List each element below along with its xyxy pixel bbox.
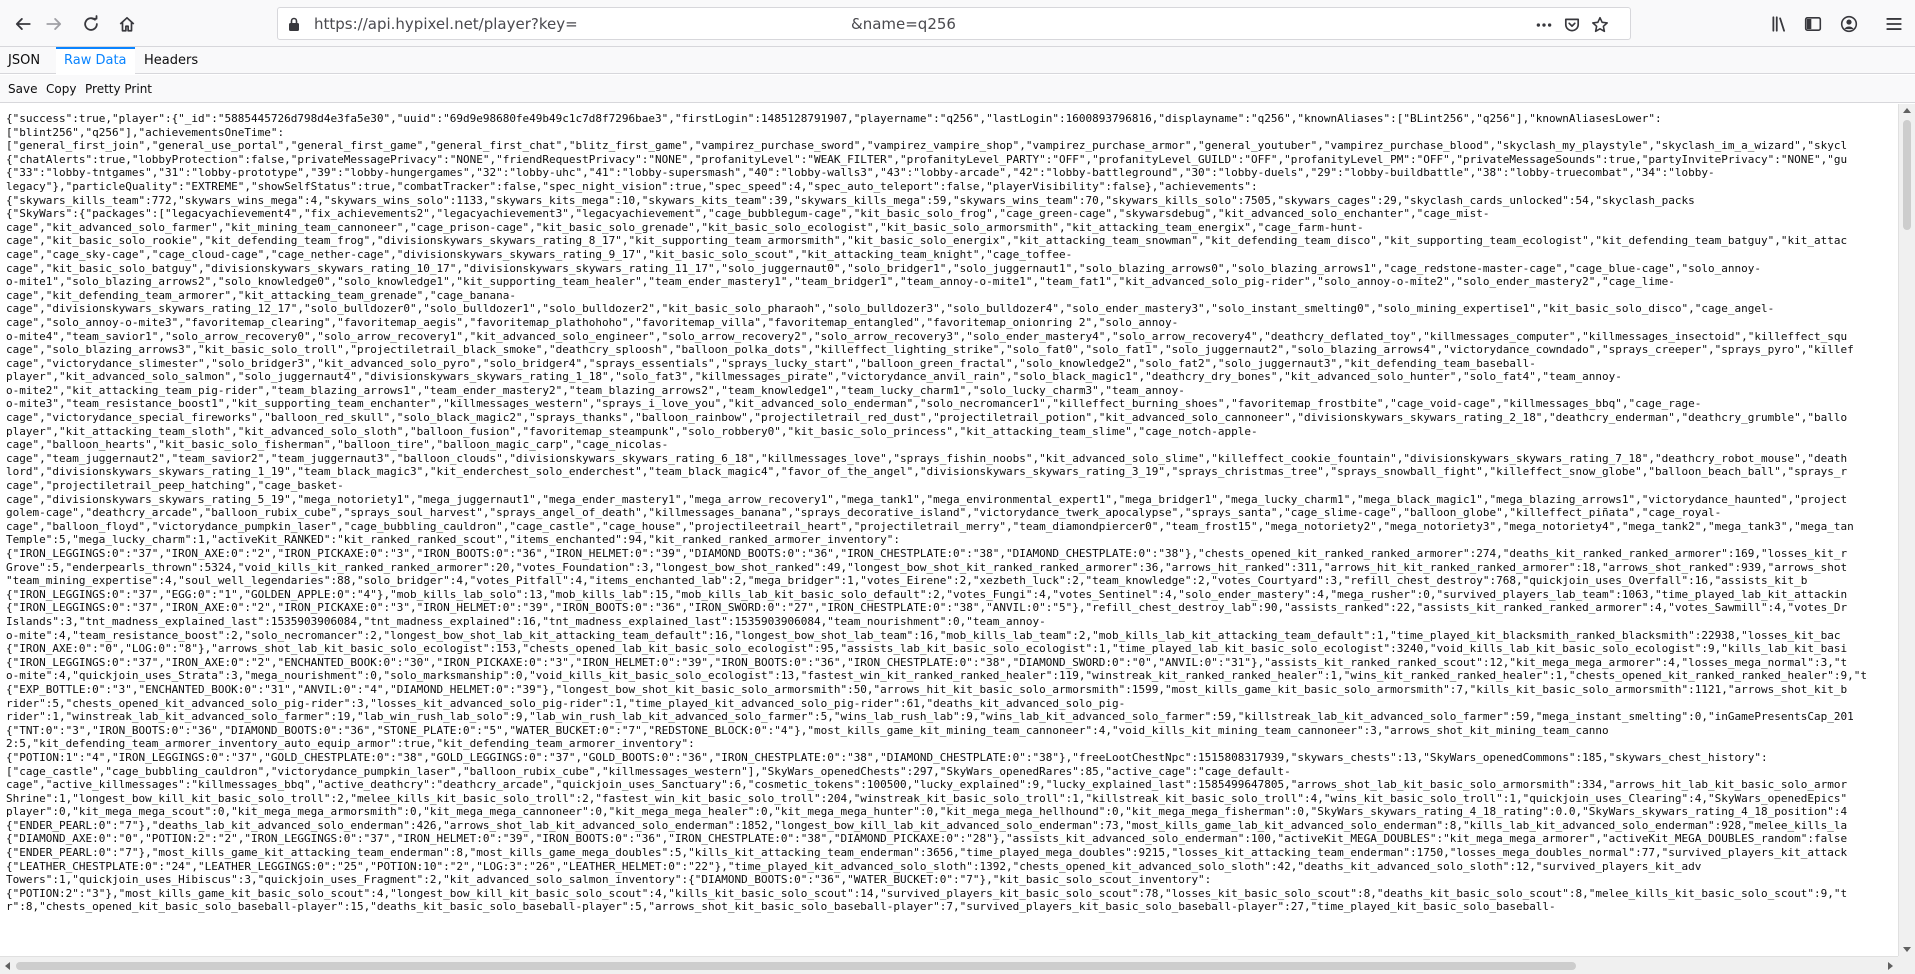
raw-line: rider":1,"winstreak_lab_kit_advanced_solo_farmer":19,"lab_win_rush_lab_solo":9,"lab_win_rush_lab_kit_advanced_solo_farmer":5,"wins_lab_rush_lab":9,"wins_lab_kit_advanced_solo_farmer":59,"killstreak_lab_kit_advanced_solo_farmer":59,"mega_instant_smelting":0,"inGamePresentsCap_201 [6, 710, 1854, 724]
library-button[interactable] [1764, 9, 1794, 39]
raw-line: 2:5,"kit_defending_team_armorer_inventory_auto_equip_armor":true,"kit_defending_team_armorer_inventory": [6, 737, 695, 751]
raw-line: {"chatAlerts":true,"lobbyProtection":false,"privateMessagePrivacy":"NONE","friendRequestPrivacy":"NONE","profanityLevel":"WEAK_FILTER","profanityLevel_PARTY":"OFF","profanityLevel_GUILD":"OFF","profanityLevel_PM":"OFF","privateMessageSounds":true,"partyInvitePrivacy":"NONE","gu [6, 152, 1848, 166]
star-icon [1591, 16, 1609, 34]
pocket-button[interactable] [1559, 12, 1585, 38]
raw-line: player":0,"kit_mega_mega_scout":0,"kit_mega_mega_armorsmith":0,"kit_mega_mega_cannoneer":0,"kit_mega_mega_healer":0,"kit_mega_mega_hunter":0,"kit_mega_mega_hellhound":0,"kit_mega_mega_fisherman":0,"SkyWars_skywars_rating_4_18_rating":0.0,"SkyWars_skywars_rating_4_18_position":4 [6, 805, 1848, 819]
raw-line: player","kit_advanced_solo_salmon","solo_juggernaut4","divisionskywars_skywars_rating_1_18","solo_fat3","killmessages_pirate","victorydance_anvil_rain","solo_black_magic1","deathcry_dry_bones","kit_advanced_solo_hunter","solo_fat4","team_annoy- [6, 370, 1622, 384]
raw-data-toolbar [0, 75, 1915, 103]
raw-line: cage","victorydance_slimester","solo_bridger3","kit_advanced_solo_pyro","solo_bridger4","sprays_essentials","sprays_lucky_start","balloon_green_fractal","solo_knowledge2","solo_fat2","solo_juggernaut3","kit_defending_team_baseball- [6, 356, 1536, 370]
raw-line: r":8,"chests_opened_kit_basic_solo_baseball-player":15,"deaths_kit_basic_solo_baseball-player":5,"arrows_shot_kit_basic_solo_baseball-player":7,"survived_players_kit_basic_solo_baseball-player":27,"time_played_kit_basic_solo_baseball- [6, 900, 1556, 914]
ellipsis-icon [1535, 16, 1553, 34]
scroll-down-arrow-icon[interactable] [1903, 947, 1911, 952]
account-icon [1840, 15, 1858, 33]
browser-toolbar [0, 0, 1915, 47]
page-actions-button[interactable] [1531, 12, 1557, 38]
raw-line: {"LEATHER_CHESTPLATE:0":"24","LEATHER_LEGGINGS:0":"25","POTION:10":"2","LOG:3":"26","LEATHER_HELMET:0":"22"},"time_played_kit_advanced_solo_sloth":1392,"chests_opened_kit_advanced_solo_sloth":42,"deaths_kit_advanced_solo_sloth":12,"survived_players_kit_adv [6, 859, 1702, 873]
raw-line: rider":5,"chests_opened_kit_advanced_solo_pig-rider":3,"losses_kit_advanced_solo_pig-rider":1,"time_played_kit_advanced_solo_pig-rider":61,"deaths_kit_advanced_solo_pig- [6, 696, 1126, 710]
raw-line: o-mite2","kit_attacking_team_pig-rider","team_blazing_arrows1","team_ender_mastery2","team_blazing_arrows2","team_knowledge1","team_lucky_charm1","solo_lucky_charm3","team_annoy- [6, 383, 1185, 397]
menu-button[interactable] [1879, 9, 1909, 39]
raw-line: {"IRON_LEGGINGS:0":"37","EGG:0":"1","GOLDEN_APPLE:0":"4"},"mob_kills_lab_solo":13,"mob_kills_lab":15,"mob_kills_lab_kit_basic_solo_default":2,"votes_Fungi":4,"votes_Sentinel":4,"solo_ender_mastery":4,"mega_rusher":0,"survived_players_lab_team":1063,"time_played_lab_kit_attackin [6, 587, 1848, 601]
raw-line: golem-cage","deathcry_arcade","balloon_rubix_cube","sprays_soul_harvest","sprays_angel_of_death","killmessages_banana","sprays_decorative_island","victorydance_twerk_apocalypse","sprays_santa","cage_slime-cage","balloon_globe","killeffect_piñata","cage_royal- [6, 506, 1722, 520]
raw-line: cage","balloon_hearts","kit_basic_solo_fisherman","balloon_tire","balloon_magic_carp","cage_nicolas- [6, 438, 669, 452]
library-icon [1770, 15, 1788, 33]
site-info-button[interactable] [282, 12, 306, 36]
home-icon [118, 15, 136, 33]
raw-line: o-mite4","team_savior1","solo_arrow_recovery0","solo_arrow_recovery1","kit_advanced_solo_engineer","solo_arrow_recovery2","solo_arrow_recovery3","solo_ender_mastery4","solo_arrow_recovery4","deathcry_deflated_toy","killmessages_computer","killmessages_insectoid","killeffect_squ [6, 329, 1848, 343]
raw-line: cage","cage_sky-cage","cage_cloud-cage","cage_nether-cage","divisionskywars_skywars_rating_9_17","kit_basic_solo_scout","kit_attacking_team_knight","cage_toffee- [6, 247, 1073, 261]
raw-line: {"EXP_BOTTLE:0":"3","ENCHANTED_BOOK:0":"31","ANVIL:0":"4","DIAMOND_HELMET:0":"39"},"longest_bow_shot_kit_basic_solo_armorsmith":50,"arrows_hit_kit_basic_solo_armorsmith":1599,"most_kills_game_kit_basic_solo_armorsmith":7,"kills_kit_basic_solo_armorsmith":1121,"arrows_shot_kit_b [6, 682, 1848, 696]
raw-line: player","kit_attacking_team_sloth","kit_advanced_solo_sloth","balloon_fusion","favoritemap_steampunk","solo_robbery0","kit_basic_solo_princess","kit_attacking_team_slime","cage_notch-apple- [6, 424, 1258, 438]
pocket-icon [1563, 16, 1581, 34]
sidebar-icon [1804, 15, 1822, 33]
url-query-text[interactable]: &name=q256 [851, 15, 956, 33]
tab-json[interactable]: JSON [8, 53, 41, 68]
raw-line: Grove":5,"enderpearls_thrown":5324,"void_kills_kit_ranked_ranked_armorer":20,"votes_Foundation":3,"longest_bow_shot_ranked":49,"longest_bow_shot_kit_ranked_ranked_armorer":36,"arrows_hit_ranked":311,"arrows_hit_kit_ranked_ranked_armorer":18,"arrows_shot_ranked":939,"arrows_shot [6, 560, 1848, 574]
pretty-print-button[interactable]: Pretty Print [85, 82, 153, 96]
raw-line: {"IRON_LEGGINGS:0":"37","IRON_AXE:0":"2","IRON_PICKAXE:0":"3","IRON_BOOTS:0":"36","IRON_HELMET:0":"39","DIAMOND_BOOTS:0":"36","IRON_CHESTPLATE:0":"38","DIAMOND_CHESTPLATE:0":"38"},"chests_opened_kit_ranked_ranked_armorer":274,"deaths_kit_ranked_ranked_armorer":169,"losses_kit_r [6, 547, 1848, 560]
save-button[interactable]: Save [8, 82, 38, 96]
tab-raw-data[interactable]: Raw Data [56, 47, 135, 74]
raw-json-text [6, 112, 1898, 914]
sidebar-button[interactable] [1798, 9, 1828, 39]
raw-line: {"DIAMOND_AXE:0":"0","POTION:2":"2","IRON_LEGGINGS:0":"37","IRON_HELMET:0":"39","IRON_BOOTS:0":"36","IRON_CHESTPLATE:0":"38","DIAMOND_PICKAXE:0":"28"},"assists_kit_advanced_solo_enderman":100,"activeKit_MEGA_DOUBLES":"kit_mega_mega_armorer","activeKit_MEGA_DOUBLES_random":false [6, 832, 1848, 846]
raw-line: cage","divisionskywars_skywars_rating_12_17","solo_bulldozer0","solo_bulldozer1","solo_bulldozer2","kit_basic_solo_pharaoh","solo_bulldozer3","solo_bulldozer4","solo_ender_mastery3","solo_instant_smelting0","solo_mining_expertise1","kit_basic_solo_disco","cage_angel- [6, 302, 1775, 316]
raw-data-panel[interactable] [0, 104, 1898, 956]
raw-line: {"SkyWars":{"packages":["legacyachievement4","fix_achievements2","legacyachievement3","legacyachievement","cage_bubblegum-cage","kit_basic_solo_frog","cage_green-cage","skywarsdebug","kit_advanced_solo_enchanter","cage_mist- [6, 207, 1490, 221]
raw-line: cage","projectiletrail_peep_hatching","cage_basket- [6, 479, 344, 493]
raw-line: Islands":3,"tnt_madness_explained_last":1535903906084,"tnt_madness_explained":16,"tnt_madness_explained_last":1535903906084,"team_nourishment":0,"team_annoy- [6, 614, 1046, 628]
horizontal-scrollbar[interactable] [0, 956, 1898, 974]
reload-button[interactable] [76, 9, 106, 39]
scroll-up-arrow-icon[interactable] [1903, 108, 1911, 113]
raw-line: {"ENDER_PEARL:0":"7"},"deaths_lab_kit_advanced_solo_enderman":426,"arrows_shot_lab_kit_advanced_solo_enderman":1852,"longest_bow_kill_lab_kit_advanced_solo_enderman":73,"most_kills_game_lab_kit_advanced_solo_enderman":8,"kills_lab_kit_advanced_solo_enderman":928,"melee_kills_la [6, 818, 1848, 832]
raw-line: {"ENDER_PEARL:0":"7"},"most_kills_game_kit_attacking_team_enderman":8,"most_kills_game_mega_doubles":5,"kills_kit_attacking_team_enderman":3656,"time_played_mega_doubles":9215,"losses_kit_attacking_team_enderman":1750,"losses_mega_doubles_normal":77,"survived_players_kit_attack [6, 846, 1848, 860]
raw-line: {"33":"lobby-tntgames","31":"lobby-prototype","39":"lobby-hungergames","32":"lobby-uhc","41":"lobby-supersmash","40":"lobby-walls3","43":"lobby-arcade","42":"lobby-battleground","30":"lobby-duels","29":"lobby-buildbattle","38":"lobby-truecombat","34":"lobby- [6, 166, 1715, 180]
home-button[interactable] [112, 9, 142, 39]
raw-line: o-mite":4,"team_resistance_boost":2,"solo_necromancer":2,"longest_bow_shot_lab_kit_attacking_team_default":16,"longest_bow_shot_lab_team":16,"mob_kills_lab_team":2,"mob_kills_lab_kit_attacking_team_default":1,"time_played_kit_blacksmith_ranked_blacksmith":22938,"losses_kit_bac [6, 628, 1841, 642]
scroll-right-arrow-icon[interactable] [1888, 962, 1893, 970]
raw-line: ["cage_castle","cage_bubbling_cauldron","victorydance_pumpkin_laser","balloon_rubix_cube","killmessages_western"],"SkyWars_openedChests":297,"SkyWars_openedRares":85,"active_cage":"cage_default- [6, 764, 1291, 778]
raw-line: "team_mining_expertise":4,"soul_well_legendaries":88,"solo_bridger":4,"votes_Pitfall":4,"items_enchanted_lab":2,"mega_bridger":1,"votes_Eirene":2,"xezbeth_luck":2,"team_knowledge":2,"votes_Courtyard":3,"refill_chest_destroy":768,"quickjoin_uses_Overfall":16,"assists_kit_b [6, 574, 1808, 588]
raw-line: {"TNT:0":"3","IRON_BOOTS:0":"36","DIAMOND_BOOTS:0":"36","STONE_PLATE:0":"5","WATER_BUCKET:0":"7","REDSTONE_BLOCK:0":"4"},"most_kills_game_kit_mining_team_cannoneer":4,"void_kills_kit_mining_team_cannoneer":3,"arrows_shot_kit_mining_team_canno [6, 723, 1609, 737]
raw-line: cage","solo_annoy-o-mite3","favoritemap_clearing","favoritemap_aegis","favoritemap_plathohoho","favoritemap_villa","favoritemap_entangled","favoritemap_onionring 2","solo_annoy- [6, 315, 1179, 329]
raw-line: cage","solo_blazing_arrows3","kit_basic_solo_troll","projectiletrail_black_smoke","deathcry_sploosh","balloon_polka_dots","killeffect_lighting_strike","solo_fat0","solo_fat1","solo_juggernaut2","solo_blazing_arrows4","victorydance_cowndado","sprays_creeper","sprays_pyro","killef [6, 343, 1854, 357]
forward-button[interactable] [39, 9, 69, 39]
horizontal-scroll-thumb[interactable] [16, 962, 1576, 970]
raw-line: o-mite1","solo_blazing_arrows2","solo_knowledge0","solo_knowledge1","kit_supporting_team_healer","team_ender_mastery1","team_bridger1","team_annoy-o-mite1","team_fat1","kit_advanced_solo_pig-rider","solo_annoy-o-mite2","solo_ender_mastery2","cage_lime- [6, 275, 1675, 289]
account-button[interactable] [1834, 9, 1864, 39]
raw-line: {"IRON_AXE:0":"0","LOG:0":"8"},"arrows_shot_lab_kit_basic_solo_ecologist":153,"chests_opened_lab_kit_basic_solo_ecologist":95,"assists_lab_kit_basic_solo_ecologist":1,"time_played_lab_kit_basic_solo_ecologist":3240,"void_kills_lab_kit_basic_solo_ecologist":9,"kills_lab_kit_basi [6, 642, 1848, 656]
reload-icon [82, 15, 100, 33]
bookmark-button[interactable] [1587, 12, 1613, 38]
forward-arrow-icon [45, 15, 63, 33]
back-arrow-icon [14, 15, 32, 33]
vertical-scrollbar[interactable] [1898, 104, 1915, 956]
raw-line: cage","balloon_floyd","victorydance_pumpkin_laser","cage_bubbling_cauldron","cage_castle","cage_house","projectileetrail_heart","projectiletrail_merry","team_diamondpiercer0","team_frost15","mega_notoriety2","mega_notoriety3","mega_notoriety4","mega_tank2","mega_tank3","mega_tan [6, 519, 1854, 533]
scroll-left-arrow-icon[interactable] [5, 962, 10, 970]
raw-line: legacy"},"particleQuality":"EXTREME","showSelfStatus":true,"combatTracker":false,"spec_night_vision":true,"spec_speed":4,"spec_auto_teleport":false,"playerVisibility":false},"achievements": [6, 179, 1258, 193]
raw-line: cage","team_juggernaut2","team_savior2","team_juggernaut3","balloon_clouds","divisionskywars_skywars_rating_6_18","killmessages_love","sprays_fishin_noobs","kit_advanced_solo_slime","killeffect_cookie_fountain","divisionskywars_skywars_rating_7_18","deathcry_robot_mouse","death [6, 451, 1848, 465]
raw-line: Temple":5,"mega_lucky_charm":1,"activeKit_RANKED":"kit_ranked_ranked_scout","items_enchanted":94,"kit_ranked_ranked_armorer_inventory": [6, 533, 901, 547]
copy-button[interactable]: Copy [46, 82, 77, 96]
raw-line: cage","kit_basic_solo_batguy","divisionskywars_skywars_rating_10_17","divisionskywars_skywars_rating_11_17","solo_juggernaut0","solo_bridger1","solo_juggernaut1","solo_blazing_arrows0","solo_blazing_arrows1","cage_redstone-master-cage","cage_blue-cage","solo_annoy- [6, 261, 1761, 275]
vertical-scroll-thumb[interactable] [1903, 120, 1911, 230]
raw-line: cage","kit_advanced_solo_farmer","kit_mining_team_cannoneer","cage_prison-cage","kit_basic_solo_grenade","kit_basic_solo_ecologist","kit_basic_solo_armorsmith","kit_attacking_team_energix","cage_farm-hunt- [6, 220, 1364, 234]
raw-line: cage","kit_defending_team_armorer","kit_attacking_team_grenade","cage_banana- [6, 288, 516, 302]
raw-line: cage","active_killmessages":"killmessages_bbq","active_deathcry":"deathcry_arcade","quickjoin_uses_Sanctuary":6,"cosmetic_tokens":100500,"lucky_explained":9,"lucky_explained_last":1585499647805,"arrows_shot_lab_kit_basic_solo_armorsmith":334,"arrows_hit_lab_kit_basic_solo_armor [6, 778, 1848, 792]
raw-line: {"POTION:1":"4","IRON_LEGGINGS:0":"37","GOLD_CHESTPLATE:0":"38","GOLD_LEGGINGS:0":"37","GOLD_BOOTS:0":"36","IRON_CHESTPLATE:0":"38","DIAMOND_CHESTPLATE:0":"38"},"freeLootChestNpc":1515808317939,"skywars_chests":13,"SkyWars_openedCommons":185,"skywars_chest_history": [6, 750, 1768, 764]
url-text[interactable]: https://api.hypixel.net/player?key= [314, 15, 578, 33]
raw-line: {"IRON_LEGGINGS:0":"37","IRON_AXE:0":"2","ENCHANTED_BOOK:0":"30","IRON_PICKAXE:0":"3","IRON_HELMET:0":"39","IRON_BOOTS:0":"36","IRON_CHESTPLATE:0":"38","DIAMOND_SWORD:0":"0","ANVIL:0":"31"},"assists_kit_ranked_ranked_scout":12,"kit_mega_mega_armorer":4,"losses_mega_normal":3,"t [6, 655, 1848, 669]
raw-line: lord","divisionskywars_skywars_rating_1_19","team_black_magic3","kit_enderchest_solo_enderchest","team_black_magic4","favor_of_the_angel","divisionskywars_skywars_rating_3_19","sprays_christmas_tree","sprays_snowball_fight","killeffect_snow_globe","balloon_beach_ball","sprays_r [6, 465, 1848, 479]
lock-icon [287, 16, 301, 32]
back-button[interactable] [8, 9, 38, 39]
raw-line: ["blint256","q256"],"achievementsOneTime": [6, 125, 285, 139]
hamburger-menu-icon [1885, 15, 1903, 33]
raw-line: cage","divisionskywars_skywars_rating_5_19","mega_notoriety1","mega_juggernaut1","mega_ender_mastery1","mega_arrow_recovery1","mega_tank1","mega_environmental_expert1","mega_bridger1","mega_lucky_charm1","mega_black_magic1","mega_blazing_arrows1","victorydance_haunted","project [6, 492, 1848, 506]
raw-line: ["general_first_join","general_use_portal","general_first_game","general_first_chat","blitz_first_game","vampirez_purchase_sword","vampirez_vampire_shop","vampirez_purchase_armor","general_youtuber","vampirez_purchase_blood","skyclash_my_playstyle","skyclash_im_a_wizard","skycl [6, 139, 1848, 153]
scrollbar-corner [1898, 956, 1915, 974]
raw-line: {"success":true,"player":{"_id":"5885445726d798d4e3fa5e30","uuid":"69d9e98680fe49b49c1c7d8f7296bae3","firstLogin":1485128791907,"playername":"q256","lastLogin":1600893796816,"displayname":"q256","knownAliases":["BLint256","q256"],"knownAliasesLower": [6, 112, 1662, 125]
raw-line: Shrine":1,"longest_bow_kill_kit_basic_solo_troll":2,"melee_kills_kit_basic_solo_troll":2,"fastest_win_kit_basic_solo_troll":204,"winstreak_kit_basic_solo_troll":1,"killstreak_kit_basic_solo_troll":4,"wins_kit_basic_solo_troll":1,"quickjoin_uses_Clearing":4,"SkyWars_openedEpics" [6, 791, 1848, 805]
raw-line: cage","kit_basic_solo_rookie","kit_defending_team_frog","divisionskywars_skywars_rating_8_17","kit_supporting_team_armorsmith","kit_basic_solo_energix","kit_attacking_team_snowman","kit_defending_team_disco","kit_supporting_team_ecologist","kit_defending_team_batguy","kit_attac [6, 234, 1848, 248]
raw-line: {"POTION:2":"3"},"most_kills_game_kit_basic_solo_scout":4,"longest_bow_kill_kit_basic_solo_scout":4,"kills_kit_basic_solo_scout":14,"survived_players_kit_basic_solo_scout":78,"losses_kit_basic_solo_scout":8,"deaths_kit_basic_solo_scout":8,"melee_kills_kit_basic_solo_scout":9,"t [6, 886, 1848, 900]
url-bar[interactable] [277, 7, 1631, 40]
raw-line: o-mite":4,"quickjoin_uses_Strata":3,"mega_nourishment":0,"solo_marksmanship":0,"void_kills_kit_basic_solo_ecologist":13,"fastest_win_kit_ranked_ranked_healer":119,"winstreak_kit_ranked_ranked_healer":1,"wins_kit_ranked_ranked_healer":1,"chests_opened_kit_ranked_ranked_healer":9,"t [6, 669, 1867, 683]
tab-headers[interactable]: Headers [144, 53, 199, 68]
raw-line: cage","victorydance_special_fireworks","balloon_red_skull","solo_black_magic2","sprays_thanks","balloon_rainbow","projectiletrail_red_dust","projectiletrail_potion","kit_advanced_solo_cannoneer","divisionskywars_skywars_rating_2_18","deathcry_enderman","deathcry_grumble","ballo [6, 411, 1848, 425]
raw-line: {"IRON_LEGGINGS:0":"37","IRON_AXE:0":"2","IRON_PICKAXE:0":"3","IRON_HELMET:0":"39","IRON_BOOTS:0":"36","IRON_SWORD:0":"27","IRON_CHESTPLATE:0":"38","ANVIL:0":"5"},"refill_chest_destroy_lab":90,"assists_ranked":22,"assists_kit_ranked_ranked_armorer":4,"votes_Sawmill":4,"votes_Dr [6, 601, 1848, 615]
raw-line: Towers":1,"quickjoin_uses_Hibiscus":3,"quickjoin_uses_Fragment":2,"kit_advanced_solo_salmon_inventory":{"DIAMOND_BOOTS:0":"36","WATER_BUCKET:0":"7"},"kit_basic_solo_scout_inventory": [6, 873, 1212, 887]
raw-line: {"skywars_kills_team":772,"skywars_wins_mega":4,"skywars_wins_solo":1133,"skywars_kits_mega":10,"skywars_kits_team":39,"skywars_kills_mega":59,"skywars_wins_team":70,"skywars_kills_solo":7505,"skywars_cages":29,"skyclash_cards_unlocked":54,"skyclash_packs [6, 193, 1695, 207]
raw-line: o-mite3","team_resistance_boost1","kit_supporting_team_enchanter","killmessages_western","sprays_i_love_you","kit_advanced_solo_enderman","solo_necromancer1","killeffect_burning_shoes","favoritemap_frostbite","cage_void-cage","killmessages_bbq","cage_rage- [6, 397, 1702, 411]
json-viewer-tabs [0, 47, 1915, 74]
